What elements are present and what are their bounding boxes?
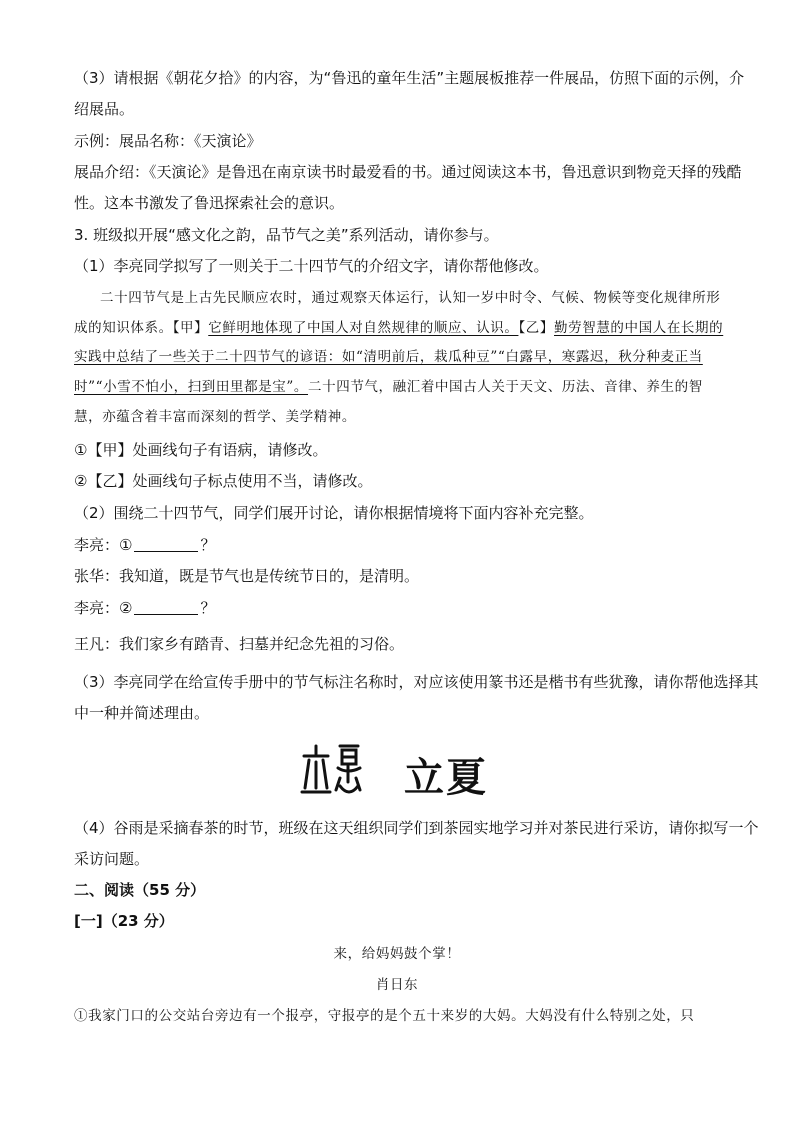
example-intro-cont: 性。这本书激发了鲁迅探索社会的意识。 xyxy=(74,194,345,212)
underlined-sentence-jia: 它鲜明地体现了中国人对自然规律的顺应、认识。 xyxy=(208,320,519,336)
question-mark: ？ xyxy=(200,599,216,617)
passage-line-4 xyxy=(74,377,703,397)
regular-script-lixia: 立夏 xyxy=(404,754,488,801)
passage-text: 【乙】 xyxy=(518,320,555,336)
passage-text: 成的知识体系。【甲】 xyxy=(74,320,209,336)
sub-question-4-cont: 采访问题。 xyxy=(74,850,150,868)
underlined-sentence-yi-end: 时”“小雪不怕小，扫到田里都是宝”。 xyxy=(74,379,309,395)
question-mark: ？ xyxy=(200,536,216,554)
passage-line-2 xyxy=(74,318,723,338)
article-author: 肖日东 xyxy=(375,977,419,993)
underlined-sentence-yi: 勤劳智慧的中国人在长期的 xyxy=(554,320,724,336)
speaker-text: 李亮：① xyxy=(74,536,133,554)
item-2: ②【乙】处画线句子标点使用不当，请修改。 xyxy=(74,472,373,490)
answer-blank-2[interactable] xyxy=(134,600,198,615)
example-name: 示例：展品名称：《天演论》 xyxy=(74,132,262,150)
dialogue-wangfan: 王凡：我们家乡有踏青、扫墓并纪念先祖的习俗。 xyxy=(74,635,405,653)
passage-text: 二十四节气，融汇着中国古人关于天文、历法、音律、养生的智 xyxy=(308,379,703,395)
passage-line-5: 慧，亦蕴含着丰富而深刻的哲学、美学精神。 xyxy=(74,409,356,425)
example-intro: 展品介绍：《天演论》是鲁迅在南京读书时最爱看的书。通过阅读这本书，鲁迅意识到物竞天择的残酷 xyxy=(74,163,742,181)
article-paragraph-1: ①我家门口的公交站台旁边有一个报亭，守报亭的是个五十来岁的大妈。大妈没有什么特别之处，只 xyxy=(74,1008,695,1024)
dialogue-zhanghua: 张华：我知道，既是节气也是传统节日的，是清明。 xyxy=(74,567,420,585)
part-heading: [一]（23 分） xyxy=(74,912,174,930)
solar-term-glyphs xyxy=(300,742,500,802)
dialogue-liliang-2 xyxy=(74,598,215,618)
seal-script-lixia-icon xyxy=(300,742,370,798)
speaker-text: 李亮：② xyxy=(74,599,133,617)
sub-question-1: （1）李亮同学拟写了一则关于二十四节气的介绍文字，请你帮他修改。 xyxy=(74,257,549,275)
sub-question-4: （4）谷雨是采摘春茶的时节，班级在这天组织同学们到茶园实地学习并对茶民进行采访，请你拟写一个 xyxy=(74,819,759,837)
item-1: ①【甲】处画线句子有语病，请修改。 xyxy=(74,441,328,459)
sub-question-2: （2）围绕二十四节气，同学们展开讨论，请你根据情境将下面内容补充完整。 xyxy=(74,504,594,522)
passage-line-1: 二十四节气是上古先民顺应农时，通过观察天体运行，认知一岁中时令、气候、物候等变化规律所形 xyxy=(100,290,721,306)
answer-blank-1[interactable] xyxy=(134,537,198,552)
underlined-sentence-yi-cont: 实践中总结了一些关于二十四节气的谚语：如“清明前后，栽瓜种豆”“白露早，寒露迟，秋分种麦正当 xyxy=(74,349,703,365)
sub-question-3-cont: 中一种并简述理由。 xyxy=(74,704,210,722)
sub-question-3: （3）李亮同学在给宣传手册中的节气标注名称时，对应该使用篆书还是楷书有些犹豫，请你帮他选择其 xyxy=(74,673,759,691)
q3-text-cont: 绍展品。 xyxy=(74,100,135,118)
q3-text: （3）请根据《朝花夕拾》的内容，为“鲁迅的童年生活”主题展板推荐一件展品，仿照下面的示例，介 xyxy=(74,69,745,87)
dialogue-liliang-1 xyxy=(74,535,215,555)
section-heading: 二、阅读（55 分） xyxy=(74,881,206,899)
passage-line-3 xyxy=(74,347,703,367)
article-title: 来，给妈妈鼓个掌！ xyxy=(333,946,461,962)
question-3-title: 3. 班级拟开展“感文化之韵，品节气之美”系列活动，请你参与。 xyxy=(74,226,499,244)
